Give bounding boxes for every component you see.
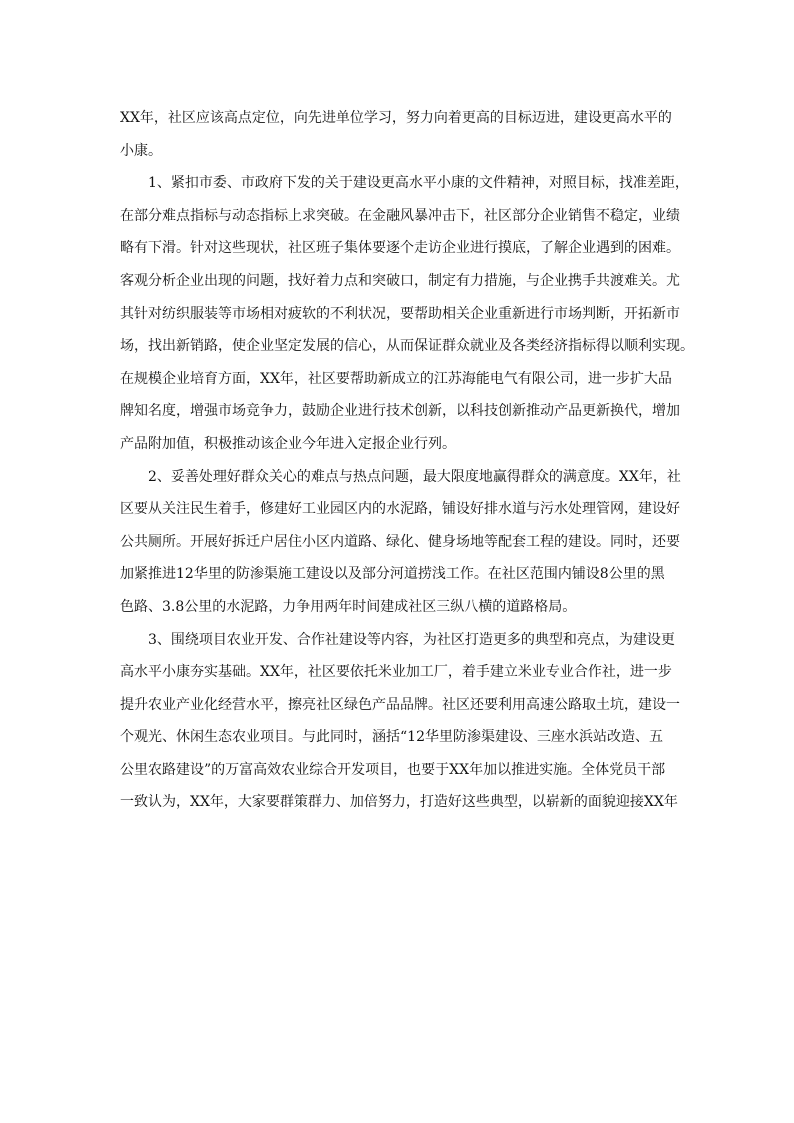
text-line: 产品附加值，积极推动该企业今年进入定报企业行列。 [120,435,456,452]
text-line: 公共厕所。开展好拆迁户居住小区内道路、绿化、健身场地等配套工程的建设。同时，还要 [120,533,680,550]
paragraph-2-start: 2、妥善处理好群众关心的难点与热点问题，最大限度地赢得群众的满意度。XX年，社 [148,468,681,485]
document-body [120,102,694,819]
text-line: 公里农路建设”的万富高效农业综合开发项目，也要于XX年加以推进实施。全体党员干部 [120,761,666,778]
text-line: 个观光、休闲生态农业项目。与此同时，涵括“12华里防渗渠建设、三座水浜站改造、五 [120,729,663,746]
text-line: 提升农业产业化经营水平，擦亮社区绿色产品品牌。社区还要利用高速公路取土坑，建设一 [120,696,680,713]
paragraph-1-start: 1、紧扣市委、市政府下发的关于建设更高水平小康的文件精神，对照目标，找准差距， [148,175,689,192]
text-line: 区要从关注民生着手，修建好工业园区内的水泥路，铺设好排水道与污水处理管网，建设好 [120,501,680,518]
text-line: 一致认为，XX年，大家要群策群力、加倍努力，打造好这些典型，以崭新的面貌迎接XX年 [120,794,678,811]
text-line: 高水平小康夯实基础。XX年，社区要依托米业加工厂，着手建立米业专业合作社，进一步 [120,664,672,681]
text-line: 小康。 [120,142,162,159]
text-line: 牌知名度，增强市场竞争力，鼓励企业进行技术创新，以科技创新推动产品更新换代，增加 [120,403,680,420]
text-line: 加紧推进12华里的防渗渠施工建设以及部分河道捞浅工作。在社区范围内铺设8公里的黑 [120,566,665,583]
text-line: 色路、3.8公里的水泥路，力争用两年时间建成社区三纵八横的道路格局。 [120,598,577,615]
text-line: 在规模企业培育方面，XX年，社区要帮助新成立的江苏海能电气有限公司，进一步扩大品 [120,370,672,387]
text-line: XX年，社区应该高点定位，向先进单位学习，努力向着更高的目标迈进，建设更高水平的 [120,110,672,126]
text-line: 客观分析企业出现的问题，找好着力点和突破口，制定有力措施，与企业携手共渡难关。尤 [120,272,680,289]
text-line: 其针对纺织服装等市场相对疲软的不利状况，要帮助相关企业重新进行市场判断，开拓新市 [120,305,680,322]
text-line: 略有下滑。针对这些现状，社区班子集体要逐个走访企业进行摸底，了解企业遇到的困难。 [120,240,680,257]
paragraph-3-start: 3、围绕项目农业开发、合作社建设等内容，为社区打造更多的典型和亮点，为建设更 [148,631,675,648]
text-line: 场，找出新销路，使企业坚定发展的信心，从而保证群众就业及各类经济指标得以顺利实现。 [120,338,694,355]
text-line: 在部分难点指标与动态指标上求突破。在金融风暴冲击下，社区部分企业销售不稳定，业绩 [120,207,680,224]
